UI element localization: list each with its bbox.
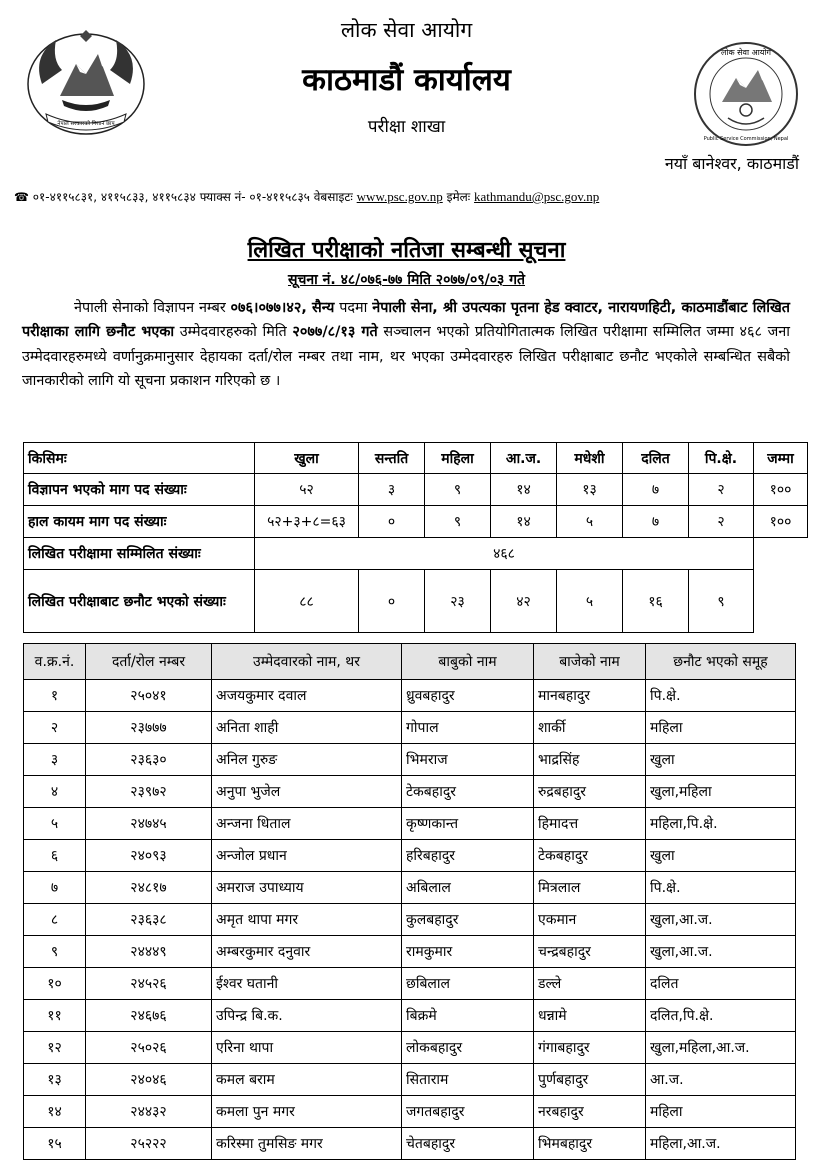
- roll-number-cell: २३६३८: [86, 904, 212, 936]
- serial-cell: २: [24, 712, 86, 744]
- roll-number-cell: २४७४५: [86, 808, 212, 840]
- results-body: [24, 680, 796, 1160]
- candidate-name-cell: अनुपा भुजेल: [212, 776, 402, 808]
- serial-cell: ६: [24, 840, 86, 872]
- grandfather-name-cell: चन्द्रबहादुर: [534, 936, 646, 968]
- table-row: [24, 808, 796, 840]
- table-row: [24, 1096, 796, 1128]
- roll-number-cell: २५०२६: [86, 1032, 212, 1064]
- serial-cell: १४: [24, 1096, 86, 1128]
- summary-row-participants: [24, 538, 808, 570]
- body-part: २०७७/८/१३ गते: [292, 324, 378, 341]
- candidate-name-cell: एरिना थापा: [212, 1032, 402, 1064]
- table-row: [24, 1064, 796, 1096]
- grandfather-name-cell: रुद्रबहादुर: [534, 776, 646, 808]
- table-row: [24, 936, 796, 968]
- grandfather-name-cell: डल्ले: [534, 968, 646, 1000]
- table-row: [24, 712, 796, 744]
- summary-table: [23, 442, 808, 633]
- summary-cell: १००: [754, 474, 808, 506]
- summary-cell: १६: [623, 570, 689, 633]
- roll-number-cell: २४४४९: [86, 936, 212, 968]
- father-name-cell: सिताराम: [402, 1064, 534, 1096]
- results-table: [23, 643, 796, 1160]
- results-header: व.क्र.नं.: [24, 644, 86, 680]
- serial-cell: ३: [24, 744, 86, 776]
- summary-header: दलित: [623, 443, 689, 474]
- results-header: बाबुको नाम: [402, 644, 534, 680]
- grandfather-name-cell: भाद्रसिंह: [534, 744, 646, 776]
- roll-number-cell: २४६७६: [86, 1000, 212, 1032]
- table-row: [24, 872, 796, 904]
- group-cell: खुला,महिला: [646, 776, 796, 808]
- serial-cell: ११: [24, 1000, 86, 1032]
- serial-cell: १: [24, 680, 86, 712]
- summary-header: आ.ज.: [491, 443, 557, 474]
- notice-title-text: लिखित परीक्षाको नतिजा सम्बन्धी सूचना: [247, 238, 566, 263]
- summary-cell: ५: [557, 570, 623, 633]
- candidate-name-cell: कमला पुन मगर: [212, 1096, 402, 1128]
- grandfather-name-cell: नरबहादुर: [534, 1096, 646, 1128]
- grandfather-name-cell: मानबहादुर: [534, 680, 646, 712]
- grandfather-name-cell: एकमान: [534, 904, 646, 936]
- address: नयाँ बानेश्वर, काठमाडौं: [664, 154, 799, 173]
- group-cell: दलित: [646, 968, 796, 1000]
- summary-cell: २३: [425, 570, 491, 633]
- summary-cell: ९: [425, 474, 491, 506]
- candidate-name-cell: अनिल गुरुङ: [212, 744, 402, 776]
- group-cell: दलित,पि.क्षे.: [646, 1000, 796, 1032]
- roll-number-cell: २३७७७: [86, 712, 212, 744]
- table-row: [24, 744, 796, 776]
- serial-cell: १०: [24, 968, 86, 1000]
- group-cell: खुला: [646, 840, 796, 872]
- grandfather-name-cell: भिमबहादुर: [534, 1128, 646, 1160]
- group-cell: खुला: [646, 744, 796, 776]
- summary-cell: ५: [557, 506, 623, 538]
- body-part: नेपाली सेनाको विज्ञापन नम्बर: [74, 300, 231, 316]
- table-row: [24, 904, 796, 936]
- father-name-cell: भिमराज: [402, 744, 534, 776]
- notice-title: [0, 234, 813, 264]
- body-part: उम्मेदवारहरुको मिति: [174, 324, 293, 341]
- candidate-name-cell: अमृत थापा मगर: [212, 904, 402, 936]
- father-name-cell: ध्रुवबहादुर: [402, 680, 534, 712]
- roll-number-cell: २४५२६: [86, 968, 212, 1000]
- roll-number-cell: २४०४६: [86, 1064, 212, 1096]
- grandfather-name-cell: धन्नामे: [534, 1000, 646, 1032]
- empty-cell: [754, 538, 808, 570]
- email-link[interactable]: kathmandu@psc.gov.np: [474, 189, 600, 204]
- psc-logo-top-text: लोक सेवा आयोग: [720, 48, 772, 57]
- father-name-cell: कृष्णकान्त: [402, 808, 534, 840]
- serial-cell: ८: [24, 904, 86, 936]
- candidate-name-cell: अन्जोल प्रधान: [212, 840, 402, 872]
- father-name-cell: रामकुमार: [402, 936, 534, 968]
- father-name-cell: छबिलाल: [402, 968, 534, 1000]
- summary-cell: ९: [425, 506, 491, 538]
- phone-icon: ☎: [14, 190, 29, 204]
- empty-cell: [754, 570, 808, 633]
- candidate-name-cell: कमल बराम: [212, 1064, 402, 1096]
- summary-cell: ५२: [255, 474, 359, 506]
- father-name-cell: बिक्रमे: [402, 1000, 534, 1032]
- summary-cell: ७: [623, 474, 689, 506]
- summary-cell: १४: [491, 474, 557, 506]
- grandfather-name-cell: मित्रलाल: [534, 872, 646, 904]
- summary-cell: ७: [623, 506, 689, 538]
- summary-cell: २: [689, 474, 754, 506]
- group-cell: खुला,महिला,आ.ज.: [646, 1032, 796, 1064]
- candidate-name-cell: अम्बरकुमार दनुवार: [212, 936, 402, 968]
- grandfather-name-cell: हिमादत्त: [534, 808, 646, 840]
- contact-line: [14, 188, 599, 205]
- summary-cell: ५२+३+८=६३: [255, 506, 359, 538]
- summary-cell: ८८: [255, 570, 359, 633]
- summary-row-current: [24, 506, 808, 538]
- contact-numbers: ०१-४११५८३१, ४११५८३३, ४११५८३४ फ्याक्स नं- ०१-४११५८३५ वेबसाइटः: [32, 190, 353, 204]
- org-name: लोक सेवा आयोग: [340, 18, 473, 42]
- group-cell: खुला,आ.ज.: [646, 936, 796, 968]
- emblem-caption: नेपाल सरकारको निशान छाप: [57, 121, 115, 127]
- grandfather-name-cell: टेकबहादुर: [534, 840, 646, 872]
- group-cell: महिला: [646, 712, 796, 744]
- table-row: [24, 1032, 796, 1064]
- serial-cell: ४: [24, 776, 86, 808]
- notice-ref-text: सूचना नं. ४८/०७६-७७ मिति २०७७/०९/०३ गते: [287, 272, 526, 288]
- body-part: नेपाली सेना, श्री उपत्यका पृतना हेड क्वाटर, नारायणहिटी, काठमाडौंबाट लिखित परीक्षाका लागि छनौट भएका: [22, 300, 790, 341]
- results-header: बाजेको नाम: [534, 644, 646, 680]
- results-header: छनौट भएको समूह: [646, 644, 796, 680]
- summary-header: सन्तति: [359, 443, 425, 474]
- group-cell: महिला: [646, 1096, 796, 1128]
- summary-header: महिला: [425, 443, 491, 474]
- table-row: [24, 680, 796, 712]
- father-name-cell: चेतबहादुर: [402, 1128, 534, 1160]
- summary-cell: १३: [557, 474, 623, 506]
- father-name-cell: लोकबहादुर: [402, 1032, 534, 1064]
- candidate-name-cell: उपिन्द्र बि.क.: [212, 1000, 402, 1032]
- table-row: [24, 1000, 796, 1032]
- group-cell: महिला,पि.क्षे.: [646, 808, 796, 840]
- candidate-name-cell: अमराज उपाध्याय: [212, 872, 402, 904]
- roll-number-cell: २४४३२: [86, 1096, 212, 1128]
- summary-cell: ४६८: [255, 538, 754, 570]
- roll-number-cell: २५२२२: [86, 1128, 212, 1160]
- summary-cell: ०: [359, 506, 425, 538]
- notice-body: [22, 296, 790, 394]
- results-header-row: [24, 644, 796, 680]
- summary-header: खुला: [255, 443, 359, 474]
- table-row: [24, 1128, 796, 1160]
- office-name: काठमाडौं कार्यालय: [302, 62, 511, 98]
- candidate-name-cell: अजयकुमार दवाल: [212, 680, 402, 712]
- group-cell: आ.ज.: [646, 1064, 796, 1096]
- body-part: पदमा: [334, 300, 373, 316]
- psc-logo-caption: Public Service Commission, Nepal: [703, 136, 789, 142]
- summary-cell: ४२: [491, 570, 557, 633]
- serial-cell: ७: [24, 872, 86, 904]
- father-name-cell: टेकबहादुर: [402, 776, 534, 808]
- summary-header-row: [24, 443, 808, 474]
- serial-cell: १५: [24, 1128, 86, 1160]
- grandfather-name-cell: पुर्णबहादुर: [534, 1064, 646, 1096]
- results-header: दर्ता/रोल नम्बर: [86, 644, 212, 680]
- summary-cell: ३: [359, 474, 425, 506]
- father-name-cell: अबिलाल: [402, 872, 534, 904]
- group-cell: पि.क्षे.: [646, 872, 796, 904]
- group-cell: खुला,आ.ज.: [646, 904, 796, 936]
- summary-label: लिखित परीक्षाबाट छनौट भएको संख्याः: [24, 570, 255, 633]
- summary-cell: १००: [754, 506, 808, 538]
- candidate-name-cell: ईश्वर घतानी: [212, 968, 402, 1000]
- group-cell: पि.क्षे.: [646, 680, 796, 712]
- summary-cell: १४: [491, 506, 557, 538]
- summary-cell: ९: [689, 570, 754, 633]
- serial-cell: ५: [24, 808, 86, 840]
- serial-cell: १२: [24, 1032, 86, 1064]
- candidate-name-cell: करिस्मा तुमसिङ मगर: [212, 1128, 402, 1160]
- section-name: परीक्षा शाखा: [367, 117, 446, 137]
- summary-header: किसिमः: [24, 443, 255, 474]
- serial-cell: ९: [24, 936, 86, 968]
- candidate-name-cell: अनिता शाही: [212, 712, 402, 744]
- summary-label: हाल कायम माग पद संख्याः: [24, 506, 255, 538]
- father-name-cell: जगतबहादुर: [402, 1096, 534, 1128]
- summary-header: मधेशी: [557, 443, 623, 474]
- website-link[interactable]: www.psc.gov.np: [356, 189, 443, 204]
- email-label: इमेलः: [446, 190, 471, 204]
- roll-number-cell: २४०९३: [86, 840, 212, 872]
- summary-label: लिखित परीक्षामा सम्मिलित संख्याः: [24, 538, 255, 570]
- table-row: [24, 968, 796, 1000]
- results-header: उम्मेदवारको नाम, थर: [212, 644, 402, 680]
- father-name-cell: कुलबहादुर: [402, 904, 534, 936]
- body-part: सञ्चालन भएको प्रतियोगितात्मक लिखित परीक्षामा सम्मिलित जम्मा ४६८ जना उम्मेदवारहरुमध्ये वर्णानुक्रमानुसार देहायका दर्ता/रोल नम्बर तथा नाम, थर भएका उम्मेदवारहरु लिखित परीक्षाबाट छनौट भएकोले सम्बन्धित सबैको जानकारीको लागि यो सूचना प्रकाशन गरिएको छ ।: [22, 324, 791, 390]
- roll-number-cell: २३६३०: [86, 744, 212, 776]
- body-part: ०७६।०७७।४२, सैन्य: [230, 300, 335, 316]
- notice-ref: [0, 270, 813, 289]
- table-row: [24, 776, 796, 808]
- summary-label: विज्ञापन भएको माग पद संख्याः: [24, 474, 255, 506]
- summary-header: जम्मा: [754, 443, 808, 474]
- roll-number-cell: २३९७२: [86, 776, 212, 808]
- summary-header: पि.क्षे.: [689, 443, 754, 474]
- roll-number-cell: २४८१७: [86, 872, 212, 904]
- father-name-cell: गोपाल: [402, 712, 534, 744]
- summary-row-selected: [24, 570, 808, 633]
- summary-cell: ०: [359, 570, 425, 633]
- grandfather-name-cell: गंगाबहादुर: [534, 1032, 646, 1064]
- summary-cell: २: [689, 506, 754, 538]
- summary-row-advertised: [24, 474, 808, 506]
- father-name-cell: हरिबहादुर: [402, 840, 534, 872]
- serial-cell: १३: [24, 1064, 86, 1096]
- grandfather-name-cell: शार्की: [534, 712, 646, 744]
- table-row: [24, 840, 796, 872]
- candidate-name-cell: अन्जना धिताल: [212, 808, 402, 840]
- roll-number-cell: २५०४१: [86, 680, 212, 712]
- group-cell: महिला,आ.ज.: [646, 1128, 796, 1160]
